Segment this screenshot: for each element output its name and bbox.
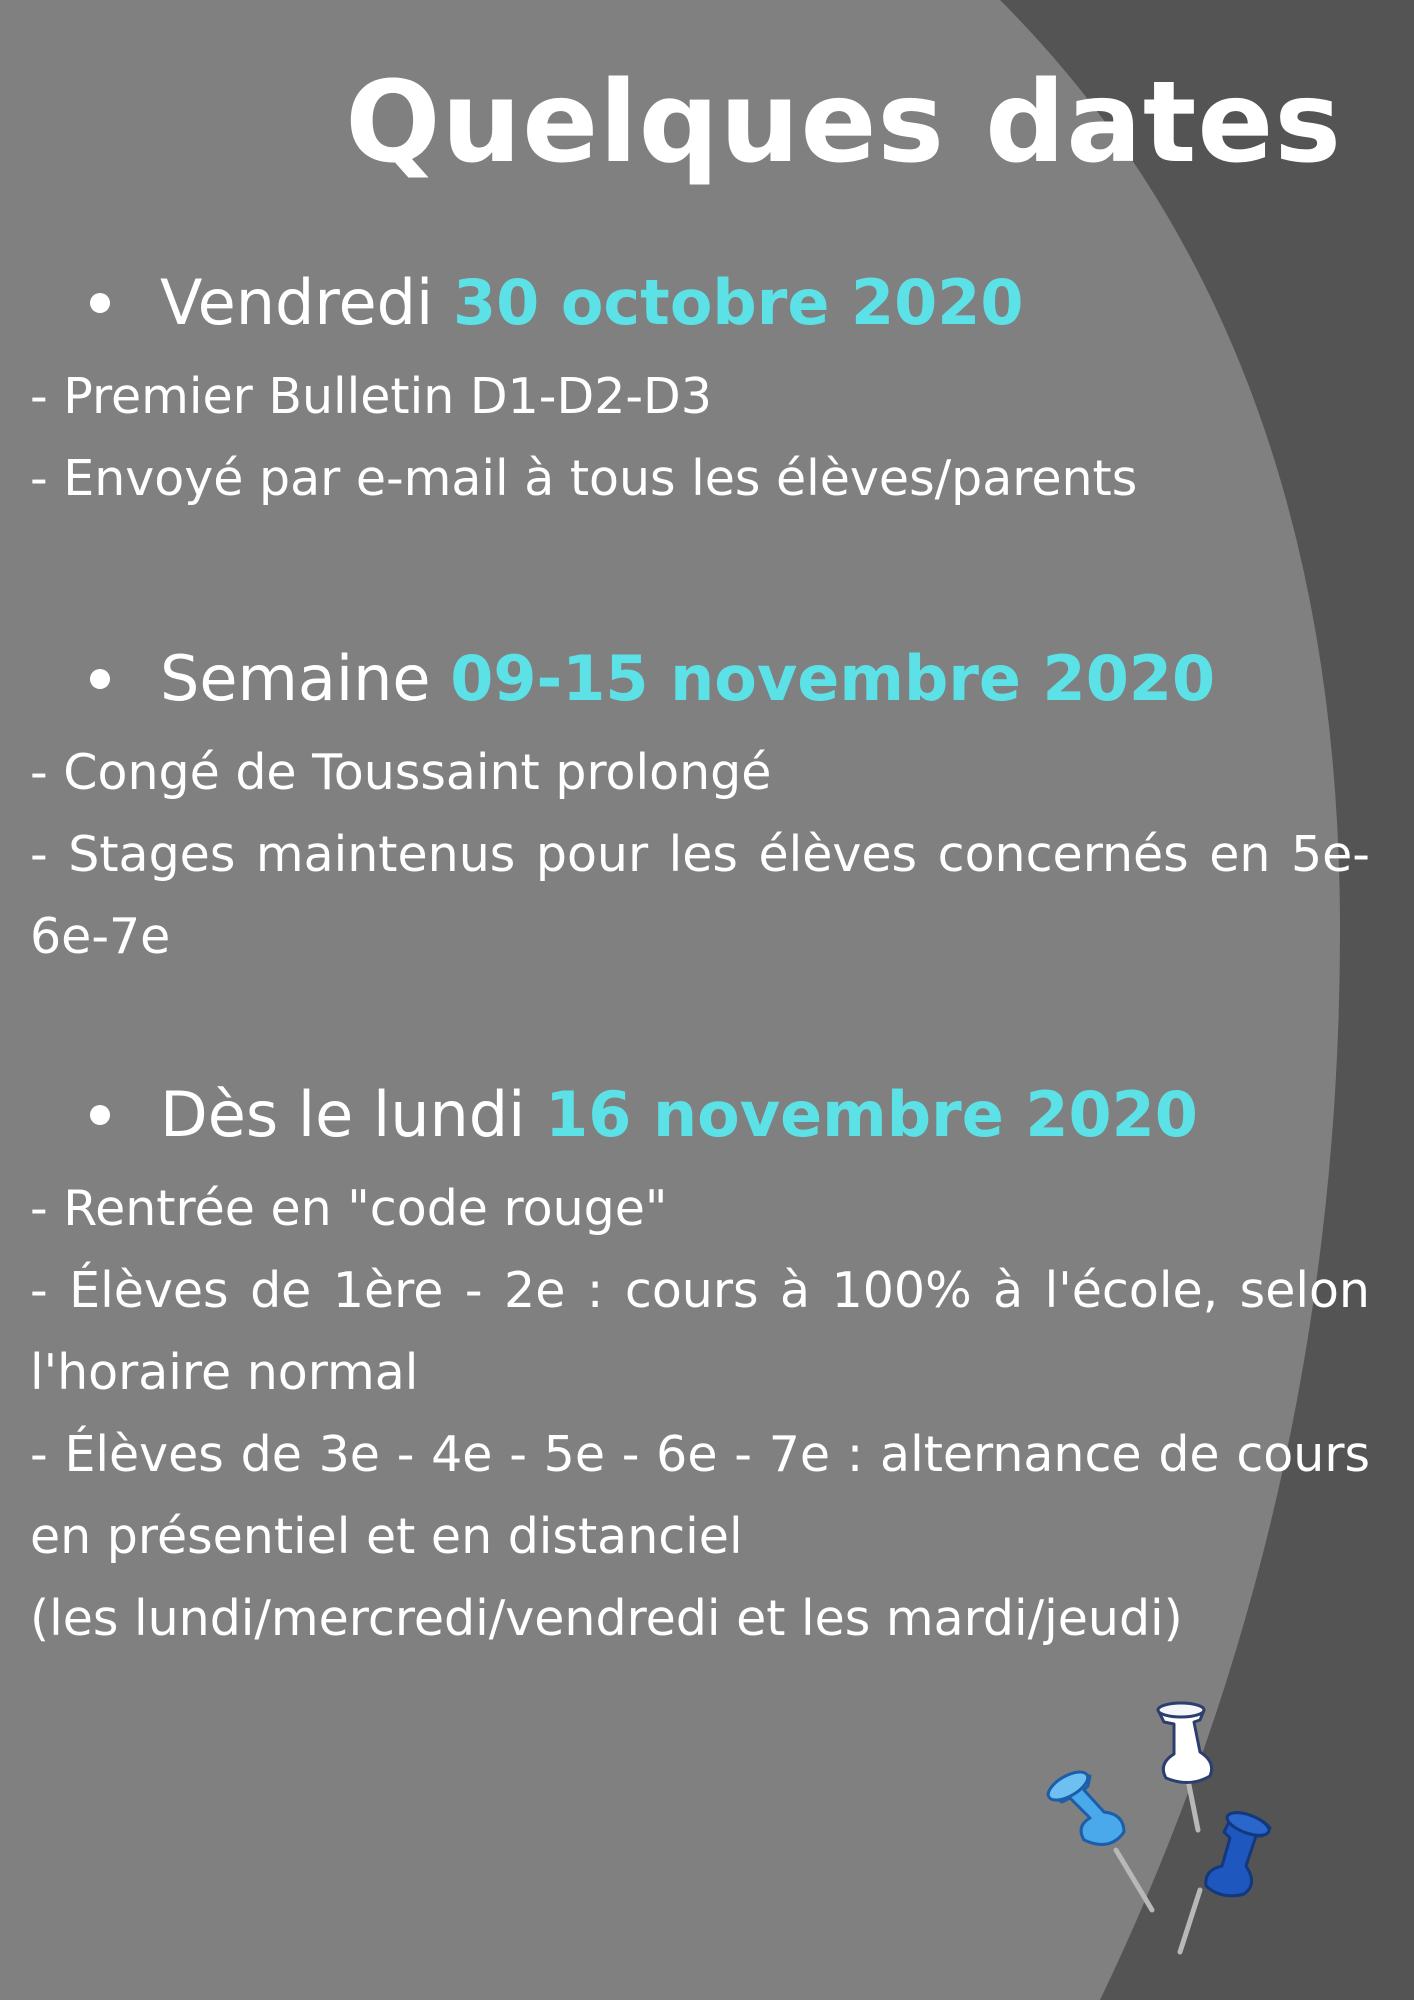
section-date: 16 novembre 2020 bbox=[545, 1078, 1198, 1151]
section-date: 09-15 novembre 2020 bbox=[450, 642, 1216, 715]
section-heading bbox=[90, 642, 1215, 716]
pushpin-dark-blue-icon bbox=[1180, 1808, 1272, 1952]
pushpin-white-icon bbox=[1158, 1703, 1212, 1830]
section-heading bbox=[90, 266, 1024, 340]
section-line: - Élèves de 3e - 4e - 5e - 6e - 7e : alternance de cours en présentiel et en distanciel bbox=[30, 1426, 1370, 1565]
pushpins-illustration bbox=[1040, 1690, 1340, 1970]
pushpin-light-blue-icon bbox=[1044, 1766, 1152, 1910]
page-title: Quelques dates bbox=[345, 58, 1342, 188]
section-line: - Élèves de 1ère - 2e : cours à 100% à l'école, selon l'horaire normal bbox=[30, 1262, 1370, 1401]
bullet-icon bbox=[90, 1105, 110, 1125]
section-prefix: Vendredi bbox=[160, 266, 434, 339]
section-line: - Envoyé par e-mail à tous les élèves/parents bbox=[30, 450, 1138, 507]
section-prefix: Dès le lundi bbox=[160, 1078, 526, 1151]
section-line: - Rentrée en "code rouge" bbox=[30, 1180, 668, 1237]
section-line: - Stages maintenus pour les élèves concernés en 5e-6e-7e bbox=[30, 826, 1370, 965]
section-line: (les lundi/mercredi/vendredi et les mardi/jeudi) bbox=[30, 1590, 1183, 1647]
section-date: 30 octobre 2020 bbox=[452, 266, 1024, 339]
section-prefix: Semaine bbox=[160, 642, 431, 715]
bullet-icon bbox=[90, 293, 110, 313]
section-heading bbox=[90, 1078, 1198, 1152]
section-line: - Congé de Toussaint prolongé bbox=[30, 744, 772, 801]
bullet-icon bbox=[90, 669, 110, 689]
section-line: - Premier Bulletin D1-D2-D3 bbox=[30, 368, 712, 425]
